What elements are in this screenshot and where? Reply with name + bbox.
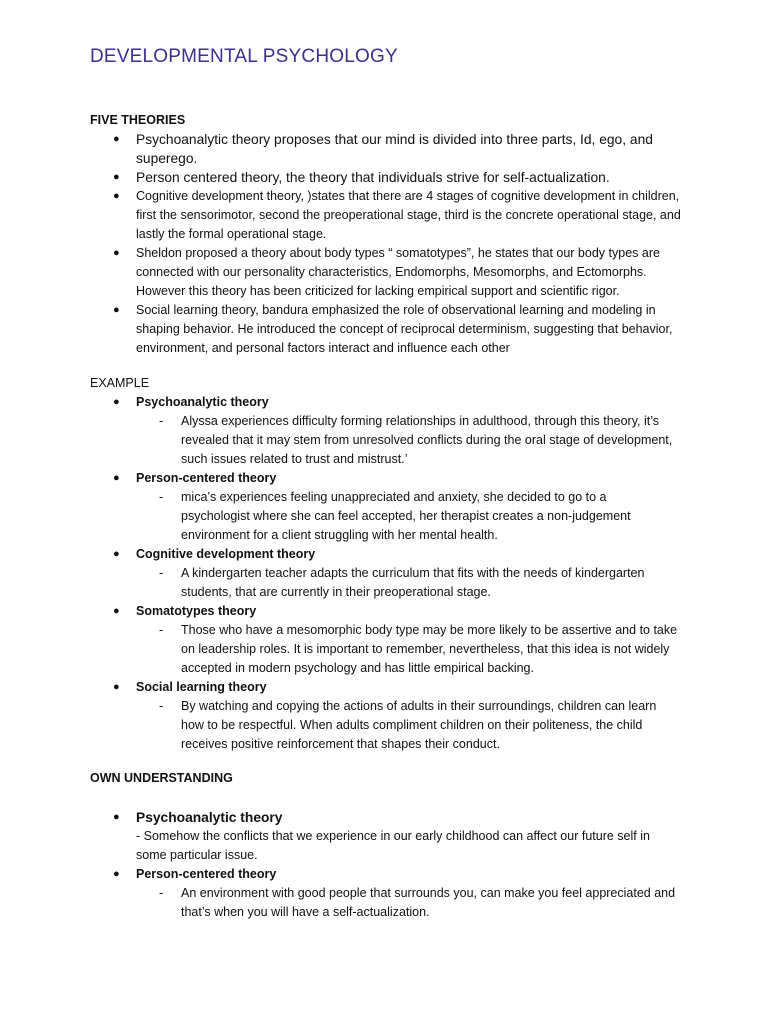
theory-item (0, 187, 768, 244)
example-item (0, 393, 768, 469)
five-theories-list (0, 130, 768, 358)
example-item (0, 469, 768, 545)
understanding-detail: - Somehow the conflicts that we experience in our early childhood can affect our future self in some particular issue. (136, 829, 650, 862)
example-detail: By watching and copying the actions of adults in their surroundings, children can learn how to be respectful. When adults compliment children on their politeness, the child receives positive reinforcement that shapes their conduct. (181, 699, 657, 751)
dash-icon: - (159, 886, 164, 900)
dash-icon: - (159, 566, 164, 580)
theory-text: Social learning theory, bandura emphasized the role of observational learning and modeling in shaping behavior. He introduced the concept of reciprocal determinism, suggesting that behavior, environment, and personal factors interact and influence each other (136, 303, 673, 355)
understanding-item (0, 808, 768, 865)
five-theories-heading: FIVE THEORIES (90, 113, 186, 127)
example-title: Person-centered theory (136, 471, 277, 485)
theory-text: Cognitive development theory, )states that there are 4 stages of cognitive development in children, first the sensorimotor, second the preoperational stage, third is the concrete operational stage, and lastly the formal operational stage. (136, 189, 681, 241)
example-item (0, 602, 768, 678)
bullet-icon: ● (113, 171, 120, 183)
dash-icon: - (159, 699, 164, 713)
example-detail: Alyssa experiences difficulty forming relationships in adulthood, through this theory, it’s revealed that it may stem from unresolved conflicts during the oral stage of development, such issues related to trust and mistrust.’ (181, 414, 673, 466)
bullet-icon: ● (113, 247, 120, 259)
theory-item (0, 130, 768, 168)
bullet-icon: ● (113, 605, 120, 617)
theory-text: Psychoanalytic theory proposes that our mind is divided into three parts, Id, ego, and superego. (136, 132, 653, 166)
bullet-icon: ● (113, 472, 120, 484)
example-list (0, 393, 768, 754)
theory-text: Sheldon proposed a theory about body types “ somatotypes”, he states that our body types are connected with our personality characteristics, Endomorphs, Mesomorphs, and Ectomorphs. However this theory has been criticized for lacking empirical support and scientific rigor. (136, 246, 660, 298)
bullet-icon: ● (113, 396, 120, 408)
example-title: Psychoanalytic theory (136, 395, 269, 409)
example-detail: A kindergarten teacher adapts the curriculum that fits with the needs of kindergarten students, that are currently in their preoperational stage. (181, 566, 645, 599)
example-detail: mica’s experiences feeling unappreciated and anxiety, she decided to go to a psychologist where she can feel accepted, her therapist creates a non-judgement environment for a client struggling with her mental health. (181, 490, 631, 542)
example-detail: Those who have a mesomorphic body type may be more likely to be assertive and to take on leadership roles. It is important to remember, nevertheless, that this idea is not widely accepted in modern psychology and has little empirical backing. (181, 623, 678, 675)
dash-icon: - (159, 623, 164, 637)
understanding-title: Person-centered theory (136, 867, 277, 881)
theory-text: Person centered theory, the theory that individuals strive for self-actualization. (136, 170, 610, 185)
bullet-icon: ● (113, 681, 120, 693)
bullet-icon: ● (113, 190, 120, 202)
understanding-title: Psychoanalytic theory (136, 810, 283, 825)
example-heading: EXAMPLE (90, 376, 150, 390)
own-understanding-list (0, 808, 768, 922)
dash-icon: - (159, 414, 164, 428)
theory-item (0, 168, 768, 187)
own-understanding-heading: OWN UNDERSTANDING (90, 771, 233, 785)
bullet-icon: ● (113, 304, 120, 316)
understanding-item (0, 865, 768, 922)
example-item (0, 678, 768, 754)
theory-item (0, 244, 768, 301)
bullet-icon: ● (113, 133, 120, 145)
example-title: Somatotypes theory (136, 604, 257, 618)
dash-icon: - (159, 490, 164, 504)
document-title: DEVELOPMENTAL PSYCHOLOGY (90, 46, 398, 67)
bullet-icon: ● (113, 811, 120, 823)
example-title: Cognitive development theory (136, 547, 316, 561)
bullet-icon: ● (113, 548, 120, 560)
example-title: Social learning theory (136, 680, 267, 694)
understanding-detail: An environment with good people that surrounds you, can make you feel appreciated and that’s when you will have a self-actualization. (181, 886, 676, 919)
bullet-icon: ● (113, 868, 120, 880)
theory-item (0, 301, 768, 358)
example-item (0, 545, 768, 602)
